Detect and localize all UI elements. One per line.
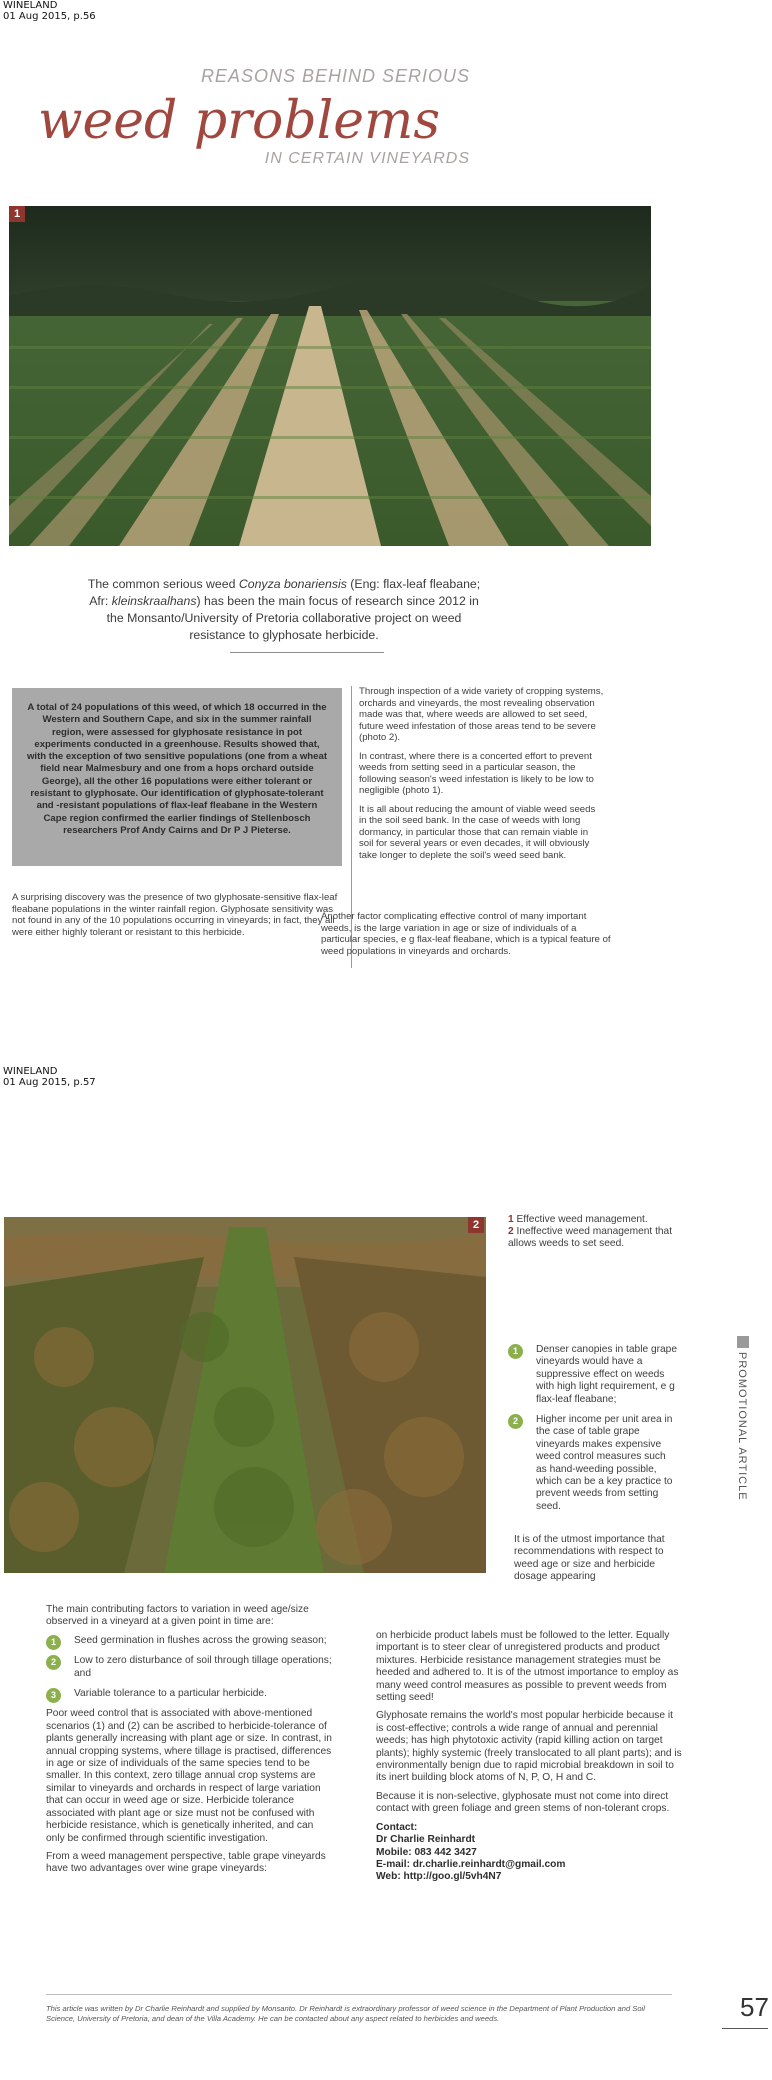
- publication-name: WINELAND: [3, 1066, 58, 1077]
- factor-text-2: Low to zero disturbance of soil through tillage operations; and: [74, 1655, 332, 1679]
- factor-text-1: Seed germination in flushes across the growing season;: [74, 1634, 327, 1646]
- bottom-paragraph: [321, 911, 611, 964]
- publication-name: WINELAND: [3, 0, 58, 11]
- page-title: weed problems: [38, 91, 441, 151]
- caption-text-1: The common serious weed: [87, 577, 239, 591]
- factors-intro: The main contributing factors to variation in weed age/size observed in a vineyard at a given point in time are:: [46, 1604, 309, 1628]
- glyphosate-popular-text: Glyphosate remains the world's most popular herbicide because it is cost-effective; controls a wide range of annual and perennial weeds; has high phytotoxic activity (rapid killing action on target plants); highly systemic (freely translocated to all plant parts); and is environmentally benign due to rapid microbial breakdown in soil to its inert building block atoms of N, P, O, H and C.: [376, 1710, 682, 1784]
- right-lead-text: It is of the utmost importance that recommendations with respect to weed age or size and herbicide dosage appearing: [514, 1534, 665, 1583]
- advantage-text-2: Higher income per unit area in the case of table grape vineyards makes expensive weed control measures such as hand-weeding possible, which can be a key practice to prevent weeds from setting seed.: [536, 1414, 673, 1512]
- left-paragraph: [12, 892, 344, 945]
- caption-num-2: 2: [508, 1226, 514, 1237]
- right-paragraph-1: Through inspection of a wide variety of cropping systems, orchards and vineyards, the most revealing observation made was that, where weeds are allowed to set seed, future weed infestation of those areas tend to be severe (photo 2).: [359, 686, 604, 743]
- publication-date: 01 Aug 2015, p.57: [3, 1077, 96, 1088]
- contact-email[interactable]: E-mail: dr.charlie.reinhardt@gmail.com: [376, 1858, 566, 1870]
- bullet-number-2: 2: [508, 1414, 523, 1429]
- factor-number-1: 1: [46, 1635, 61, 1650]
- caption-num-1: 1: [508, 1214, 514, 1225]
- right-lead: [514, 1534, 684, 1590]
- factor-item-3: [46, 1688, 332, 1700]
- advantage-item-1: [508, 1344, 678, 1406]
- bullet-number-1: 1: [508, 1344, 523, 1359]
- article-footer: This article was written by Dr Charlie Reinhardt and supplied by Monsanto. Dr Reinhardt is extraordinary professor of weed science in the Department of Plant Production and Soil Science, University of Pretoria, and dean of the Villa Academy. He can be contacted about any aspect related to herbicides and weeds.: [46, 2004, 645, 2023]
- vineyard-photo-2: [4, 1217, 486, 1573]
- photo-1-number-badge: 1: [9, 206, 25, 222]
- weedy-vineyard-image: [4, 1217, 486, 1573]
- another-factor-text: Another factor complicating effective control of many important weeds, is the large variation in age or size of individuals of a particular species, e g flax-leaf fleabane, which is a typical feature of weed populations in vineyards and orchards.: [321, 911, 611, 957]
- photo-1-caption: [86, 576, 482, 644]
- caption-text-2: Ineffective weed management that allows weeds to set seed.: [508, 1226, 673, 1249]
- caption-text-4: ) has been the main focus of research since 2012 in the Monsanto/University of Pretoria collaborative project on weed resistance to glyphosate herbicide.: [106, 594, 479, 642]
- label-instructions-text: on herbicide product labels must be followed to the letter. Equally important is to steer clear of unregistered products and product mixtures. Herbicide resistance management strategies must be heeded and adhered to. It is of the utmost importance to employ as many weed control measures as possible to prevent weeds from setting seed!: [376, 1630, 679, 1704]
- caption-species: Conyza bonariensis: [238, 577, 347, 591]
- photo-2-number-badge: 2: [468, 1217, 484, 1233]
- page-number: 57: [740, 1992, 769, 2022]
- weed-management-perspective-text: From a weed management perspective, table grape vineyards have two advantages over wine grape vineyards:: [46, 1850, 326, 1875]
- photos-caption: [508, 1214, 678, 1250]
- contact-mobile: Mobile: 083 442 3427: [376, 1846, 477, 1858]
- promotional-article-label: PROMOTIONAL ARTICLE: [736, 1352, 748, 1501]
- publication-date: 01 Aug 2015, p.56: [3, 11, 96, 22]
- advantage-text-1: Denser canopies in table grape vineyards would have a suppressive effect on weeds with high light requirement, e g flax-leaf fleabane;: [536, 1344, 678, 1405]
- caption-item-1: [508, 1214, 678, 1226]
- factor-number-3: 3: [46, 1688, 61, 1703]
- right-column: [359, 686, 604, 861]
- page-number-rule: [722, 2028, 768, 2029]
- highlight-box: [12, 688, 342, 866]
- footer-rule: [46, 1994, 672, 1995]
- page1-header: [3, 0, 96, 22]
- caption-text-3: Afr:: [89, 594, 112, 608]
- caption-text-2: (Eng: flax-leaf fleabane;: [346, 577, 481, 591]
- factor-item-2: [46, 1655, 332, 1680]
- advantages-list: [508, 1344, 678, 1521]
- right-paragraph-2: In contrast, where there is a concerted effort to prevent weeds from setting seed in a particular season, the following season's weed infestation is likely to be low to negligible (photo 1).: [359, 750, 594, 796]
- promo-square: [737, 1336, 749, 1348]
- title-kicker-top: REASONS BEHIND SERIOUS: [200, 66, 470, 86]
- page2-header: [3, 1066, 96, 1088]
- factor-number-2: 2: [46, 1655, 61, 1670]
- non-selective-text: Because it is non-selective, glyphosate must not come into direct contact with green foliage and green stems of non-tolerant crops.: [376, 1790, 670, 1815]
- contact-heading: Contact:: [376, 1821, 418, 1833]
- vineyard-rows-image: [9, 206, 651, 546]
- surprising-discovery-text: A surprising discovery was the presence of two glyphosate-sensitive flax-leaf fleabane populations in the winter rainfall region. Glyphosate sensitivity was not found in any of the 10 populations occurring in vineyards; in fact, they all were either highly tolerant or resistant to this herbicide.: [12, 892, 338, 938]
- contact-name: Dr Charlie Reinhardt: [376, 1834, 476, 1846]
- advantage-item-2: [508, 1414, 678, 1513]
- highlight-text: A total of 24 populations of this weed, of which 18 occurred in the Western and Southern Cape, and six in the summer rainfall region, were assessed for glyphosate resistance in pot experiments conducted in a greenhouse. Results showed that, with the exception of two sensitive populations (one from a wheat field near Malmesbury and one from a hops orchard outside George), all the other 16 populations were either tolerant or resistant to glyphosate. Our identification of glyphosate-tolerant and -resistant populations of flax-leaf fleabane in the Western Cape region confirmed the earlier findings of Stellenbosch researchers Prof Andy Cairns and Dr P J Pieterse.: [26, 702, 328, 836]
- factor-text-3: Variable tolerance to a particular herbicide.: [74, 1688, 267, 1700]
- caption-divider: [230, 652, 384, 653]
- contact-web-link[interactable]: Web: http://goo.gl/5vh4N7: [376, 1871, 502, 1883]
- caption-text-1: Effective weed management.: [513, 1214, 648, 1225]
- caption-afrikaans: kleinskraalhans: [111, 594, 197, 608]
- title-kicker-bottom: IN CERTAIN VINEYARDS: [264, 150, 470, 167]
- poor-weed-control-text: Poor weed control that is associated with above-mentioned scenarios (1) and (2) can be ascribed to herbicide-tolerance of plants generally increasing with plant age or size. In contrast, in annual cropping systems, where tillage is practised, differences in age or size of individuals of the same species tend to be smaller. In this context, zero tillage annual crop systems are similar to vineyards and orchards in respect of large variation that can occur in weed age or size. Herbicide tolerance associated with plant age or size must not be confused with herbicide resistance, which is genetically inherited, and can only be confirmed through scientific investigation.: [46, 1708, 332, 1844]
- contact-block: [376, 1822, 682, 1884]
- right-paragraph-3: It is all about reducing the amount of viable weed seeds in the soil seed bank. In the case of weeds with long dormancy, in particular those that can remain viable in soil for several years or even decades, it will obviously take longer to deplete the soil's weed seed bank.: [359, 803, 596, 861]
- right-column-2: [376, 1630, 682, 1884]
- vineyard-photo-1: [9, 206, 651, 546]
- left-column: [46, 1604, 332, 1882]
- caption-item-2: [508, 1226, 678, 1250]
- factor-item-1: [46, 1635, 332, 1647]
